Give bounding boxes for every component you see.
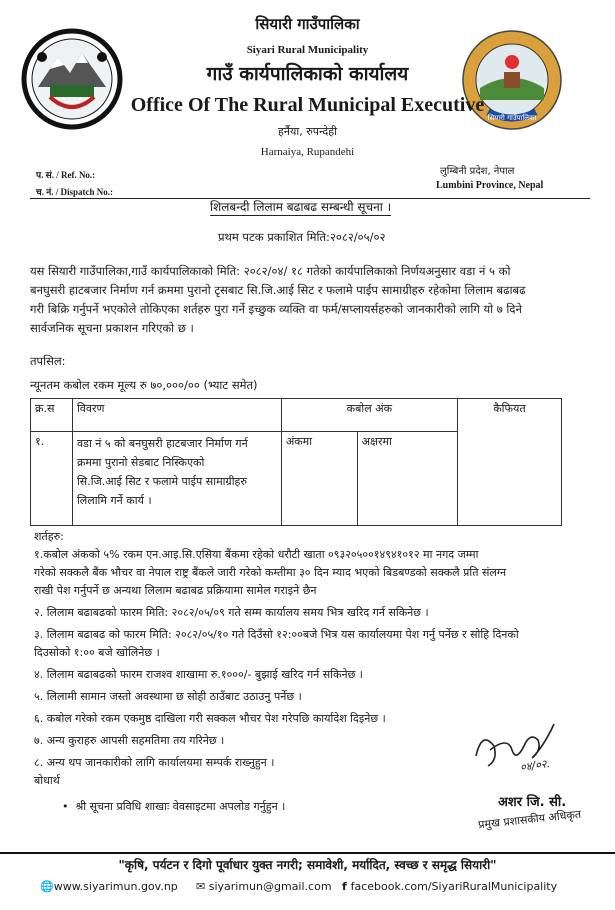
facebook-text: facebook.com/SiyariRuralMunicipality (350, 880, 558, 893)
intro-line: गरी बिक्रि गर्नुपर्ने भएकोले तोकिएका शर्तहरु पुरा गर्ने इच्छुक व्यक्ति वा फर्म/सप्लायर्सहरुको जानकारीको लागि यो ७ दिने (30, 302, 522, 316)
footer-tagline: "कृषि, पर्यटन र दिगो पूर्वाधार युक्त नगरी; समावेशी, मर्यादित, स्वच्छ र समृद्ध सियारी" (118, 858, 497, 872)
header-sn: क्र.स (31, 399, 73, 432)
header-description: विवरण (72, 399, 281, 432)
np-place: हर्नैया, रुपन्देही (278, 125, 337, 138)
signature-scribble (468, 716, 568, 784)
en-place: Harnaiya, Rupandehi (260, 146, 355, 158)
signatory-title: प्रमुख प्रशासकीय अधिकृत (477, 807, 582, 832)
bullet-icon: • (62, 800, 76, 813)
condition-line: ७. अन्य कुराहरु आपसी सहमतिमा तय गरिनेछ । (34, 734, 225, 747)
condition-line: ६. कबोल गरेको रकम एकमुष्ठ दाखिला गरी सक्कल भौचर पेश गरेपछि कार्यादेश दिइनेछ । (34, 712, 386, 725)
footer-divider (0, 852, 615, 854)
condition-line: ८. अन्य थप जानकारीको लागि कार्यालयमा सम्पर्क राख्नुहुन । (34, 756, 275, 769)
header-bid-amount: कबोल अंक (281, 399, 457, 432)
intro-line: बनघुसरी हाटबजार निर्माण गर्न क्रममा पुरानो टृसबाट सि.जि.आई सिट र फलामे पाईप सामाग्रीहरु रहेकोमा लिलाम बढाबढ (30, 283, 526, 297)
row-desc-line: सि.जि.आई सिट र फलामे पाईप सामाग्रीहरु (76, 475, 247, 488)
np-province: लुम्बिनी प्रदेश, नेपाल (440, 166, 515, 177)
np-municipality-name: सियारी गाउँपालिका (255, 15, 360, 33)
bodharth-label: बोधार्थ (34, 774, 60, 787)
en-office-name: Office Of The Rural Municipal Executive (130, 94, 485, 116)
condition-line: दिउसोको १:०० बजे खोलिनेछ । (34, 646, 160, 659)
condition-line: १.कबोल अंकको ५% रकम एन.आइ.सि.एसिया बैंकमा रहेको धरौटी खाता ०९३२०५००१४९४१०१२ मा नगद जम्मा (34, 548, 479, 561)
condition-line: २. लिलाम बढाबढको फारम मिति: २०८२/०५/०९ गते सम्म कार्यालय समय भित्र खरिद गर्न सकिनेछ । (34, 606, 429, 619)
facebook-link[interactable] (342, 880, 557, 893)
header-in-words: अक्षरमा (357, 432, 457, 526)
bid-table (30, 398, 562, 526)
condition-line: ४. लिलाम बढाबढको फारम राजश्व शाखामा रु.१०००/- बुझाई खरिद गर्न सकिनेछ । (34, 668, 363, 681)
condition-line: राखी पेश गर्नुपर्ने छ अन्यथा लिलाम बढाबढ प्रक्रियामा सामेल गराइने छैन (34, 584, 317, 597)
notice-intro (30, 262, 595, 338)
conditions-label: शर्तहरु: (34, 530, 64, 543)
en-municipality-name: Siyari Rural Municipality (246, 44, 369, 56)
en-province: Lumbini Province, Nepal (436, 180, 544, 191)
condition-line: गरेको सक्कलै बैंक भौचर वा नेपाल राष्ट्र बैंकले जारी गरेको कम्तीमा ३० दिन म्याद भएको बिडबण्डको सक्कलै प्रति संलग्न (34, 566, 507, 579)
row-sn: १. (31, 432, 73, 526)
logo-caption: सियारी गाउँपालिका (487, 114, 537, 122)
dispatch-no-label: च. नं. / Dispatch No.: (36, 187, 113, 197)
website-link[interactable] (40, 880, 178, 893)
header-in-figures: अंकमा (281, 432, 357, 526)
row-desc-line: क्रममा पुरानो सेडबाट निस्किएको (76, 456, 205, 469)
row-description (72, 432, 281, 526)
row-desc-line: लिलामि गर्ने कार्य । (76, 494, 152, 507)
details-label: तपसिल: (30, 354, 66, 368)
email-link[interactable] (196, 880, 332, 893)
bodharth-text: श्री सूचना प्रविधि शाखाः वेवसाइटमा अपलोड गर्नुहुन । (75, 800, 286, 813)
intro-line: सार्वजनिक सूचना प्रकाशन गरिएको छ । (30, 321, 194, 335)
notice-title: शिलबन्दी लिलाम बढाबढ सम्बन्धी सूचना । (210, 200, 392, 214)
facebook-icon: f (342, 880, 351, 893)
ref-no-label: प. सं. / Ref. No.: (36, 170, 96, 180)
np-office-name: गाउँ कार्यपालिकाको कार्यालय (206, 63, 409, 85)
signature-date: ०४/०२. (519, 756, 551, 775)
row-desc-line: वडा नं ५ को बनघुसरी हाटबजार निर्माण गर्न (76, 437, 248, 450)
condition-line: ३. लिलाम बढाबढ को फारम मिति: २०८२/०५/१० गते दिउँसो १२:००बजे भित्र यस कार्यालयमा पेश गर्नु पर्नेछ र सोहि दिनको (34, 628, 519, 641)
condition-line: ५. लिलामी सामान जस्तो अवस्थामा छ सोही ठाउँबाट उठाउनु पर्नेछ । (34, 690, 302, 703)
header-remarks: कैफियत (457, 399, 561, 526)
published-date: प्रथम पटक प्रकाशित मिति:२०८२/०५/०२ (218, 230, 386, 244)
signatory-name: अशर जि. सी. (498, 795, 567, 810)
minimum-bid: न्यूनतम कबोल रकम मूल्य रु ७०,०००/०० (भ्याट समेत) (30, 378, 258, 392)
mail-icon: ✉ (196, 880, 209, 893)
intro-line: यस सियारी गाउँपालिका,गाउँ कार्यपालिकाको मिति: २०८२/०४/ १८ गतेको कार्यपालिकाको निर्णयअनुसार वडा नं ५ को (30, 264, 511, 278)
email-text: siyarimun@gmail.com (208, 880, 332, 893)
website-text: www.siyarimun.gov.np (53, 880, 178, 893)
globe-icon: 🌐 (40, 880, 54, 893)
